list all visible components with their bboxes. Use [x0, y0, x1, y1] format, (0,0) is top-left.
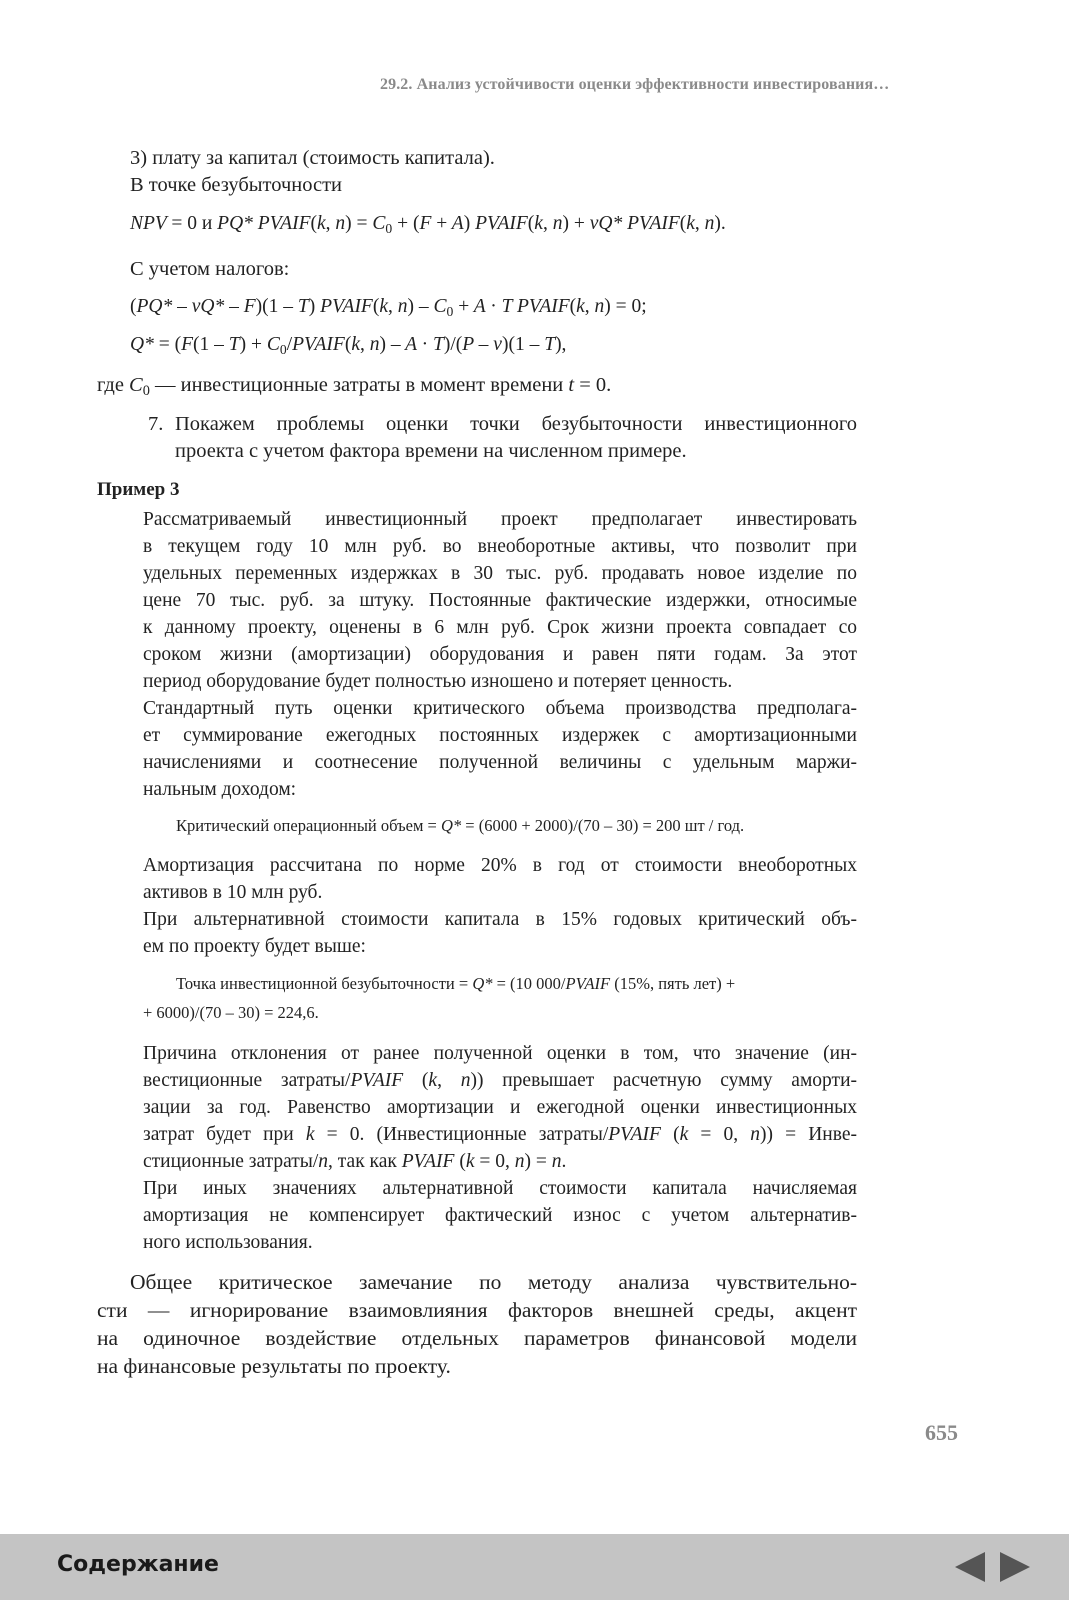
running-header: 29.2. Анализ устойчивости оценки эффективности инвестирования…: [380, 76, 890, 93]
text-line: В точке безубыточности: [130, 174, 343, 196]
example-title: Пример 3: [97, 479, 180, 500]
example-line: стиционные затраты/n, так как PVAIF (k = 0, n) = n.: [143, 1151, 567, 1172]
example-line: в текущем году 10 млн руб. во внеоборотные активы, что позволит при: [143, 536, 857, 557]
item-7-number: 7.: [148, 413, 164, 435]
closing-line: на финансовые результаты по проекту.: [97, 1354, 451, 1378]
formula-investment-breakeven: Точка инвестиционной безубыточности = Q* = (10 000/PVAIF (15%, пять лет) +: [176, 974, 736, 993]
item-7-line: Покажем проблемы оценки точки безубыточности инвестиционного: [175, 413, 857, 435]
footer-nav-bar: [0, 1534, 1069, 1600]
example-line: При альтернативной стоимости капитала в 15% годовых критический объ-: [143, 909, 857, 930]
example-line: сроком жизни (амортизации) оборудования и равен пяти годам. За этот: [143, 644, 857, 665]
formula-q: $Q* = (F(1 - T) + C_0/PVAIF(k$, n) – A · T)/(P – v)(1 – T),: [130, 334, 567, 357]
example-line: начислениями и соотнесение полученной величины с удельным маржи-: [143, 752, 857, 773]
example-line: вестиционные затраты/PVAIF (k, n)) превышает расчетную сумму аморти-: [143, 1070, 858, 1091]
example-line: нальным доходом:: [143, 779, 297, 800]
closing-line: Общее критическое замечание по методу анализа чувствительно-: [130, 1270, 857, 1294]
formula-npv: NPV = 0 и PQ* PVAIF(k, $n) = C_0 + (F + A)$ PVAIF(k, n) + vQ* PVAIF(k, n).: [130, 213, 726, 236]
page-number: 655: [925, 1420, 958, 1445]
prev-page-arrow-icon[interactable]: [955, 1552, 985, 1582]
example-line: период оборудование будет полностью изношено и потеряет ценность.: [143, 671, 733, 692]
text-line: 3) плату за капитал (стоимость капитала).: [130, 147, 495, 169]
example-line: Стандартный путь оценки критического объема производства предполага-: [143, 698, 857, 719]
example-line: активов в 10 млн руб.: [143, 882, 323, 903]
formula-investment-breakeven-cont: + 6000)/(70 – 30) = 224,6.: [143, 1003, 319, 1022]
example-line: затрат будет при k = 0. (Инвестиционные затраты/PVAIF (k = 0, n)) = Инве-: [143, 1124, 857, 1145]
example-line: Причина отклонения от ранее полученной оценки в том, что значение (ин-: [143, 1043, 857, 1064]
example-line: ного использования.: [143, 1232, 313, 1253]
where-line: где $C_0$ — инвестиционные затраты в момент времени t = 0.: [97, 374, 612, 399]
next-page-arrow-icon[interactable]: [1000, 1552, 1030, 1582]
example-line: ет суммирование ежегодных постоянных издержек с амортизационными: [143, 725, 857, 746]
example-line: к данному проекту, оценены в 6 млн руб. Срок жизни проекта совпадает со: [143, 617, 857, 638]
example-line: удельных переменных издержках в 30 тыс. руб. продавать новое изделие по: [143, 563, 857, 584]
formula-taxes: (PQ* – vQ* – F)(1 – T) PVAIF(k, $n) - C_0 + A \cdot T$ PVAIF(k, n) = 0;: [130, 296, 647, 319]
example-line: Рассматриваемый инвестиционный проект предполагает инвестировать: [143, 509, 857, 530]
example-line: ем по проекту будет выше:: [143, 936, 366, 957]
text-line: С учетом налогов:: [130, 258, 290, 280]
contents-link[interactable]: Содержание: [57, 1552, 219, 1577]
closing-line: сти — игнорирование взаимовлияния факторов внешней среды, акцент: [97, 1298, 857, 1322]
formula-critical-volume: Критический операционный объем = Q* = (6000 + 2000)/(70 – 30) = 200 шт / год.: [176, 816, 745, 835]
item-7-line: проекта с учетом фактора времени на численном примере.: [175, 440, 687, 462]
example-line: амортизация не компенсирует фактический износ с учетом альтернатив-: [143, 1205, 857, 1226]
example-line: При иных значениях альтернативной стоимости капитала начисляемая: [143, 1178, 857, 1199]
closing-line: на одиночное воздействие отдельных параметров финансовой модели: [97, 1326, 857, 1350]
example-line: зации за год. Равенство амортизации и ежегодной оценки инвестиционных: [143, 1097, 857, 1118]
example-line: Амортизация рассчитана по норме 20% в год от стоимости внеоборотных: [143, 855, 857, 876]
example-line: цене 70 тыс. руб. за штуку. Постоянные фактические издержки, относимые: [143, 590, 857, 611]
